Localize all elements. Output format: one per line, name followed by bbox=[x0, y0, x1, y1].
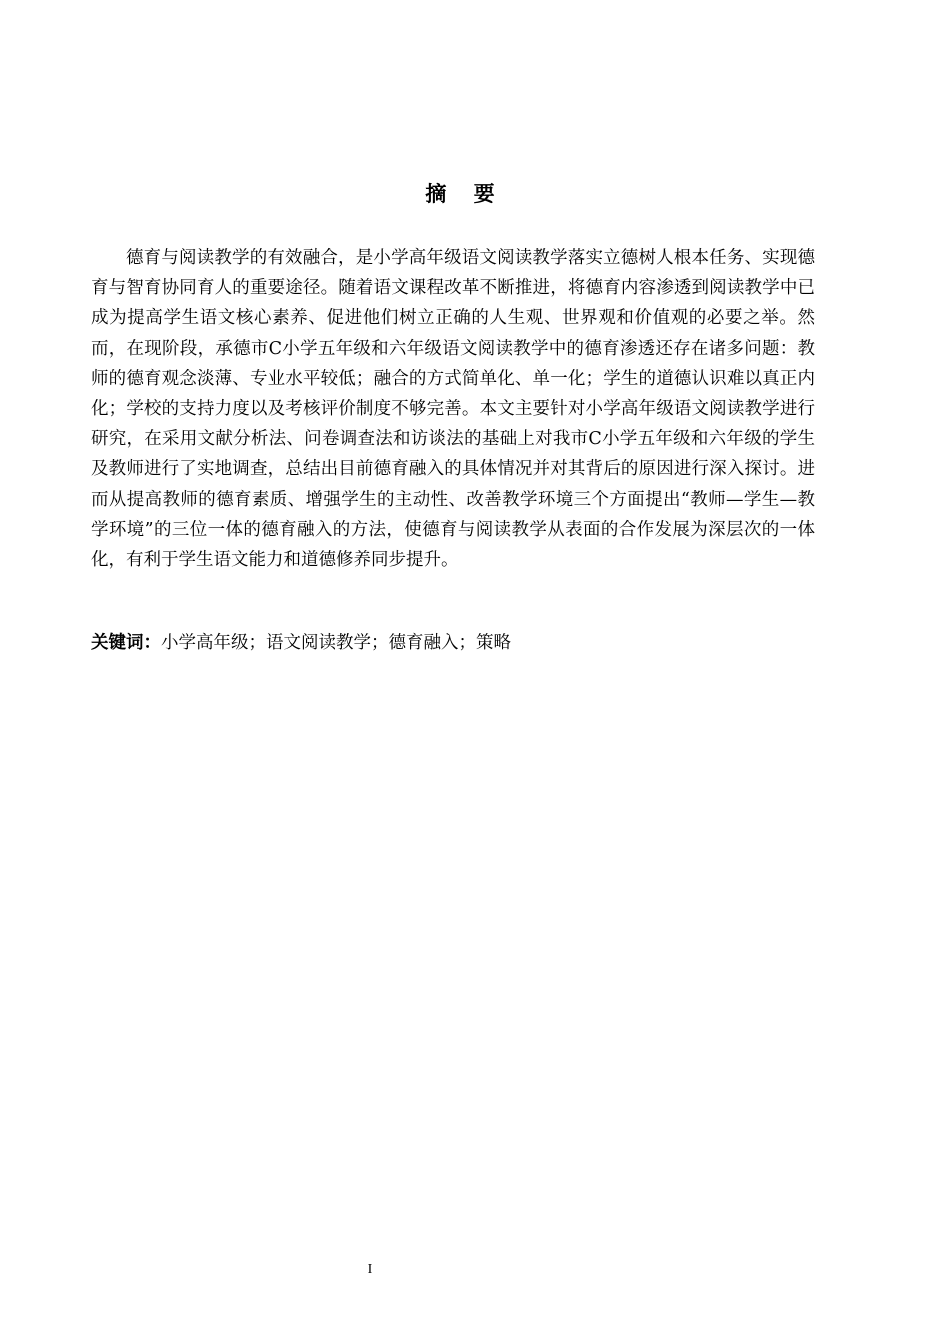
page-number: I bbox=[367, 1262, 373, 1277]
keywords-line bbox=[91, 629, 815, 657]
abstract-title: 摘 要 bbox=[425, 182, 505, 206]
keywords-text: 小学高年级；语文阅读教学；德育融入；策略 bbox=[161, 633, 511, 653]
keywords-label: 关键词： bbox=[91, 633, 161, 653]
abstract-paragraph: 德育与阅读教学的有效融合，是小学高年级语文阅读教学落实立德树人根本任务、实现德育与智育协同育人的重要途径。随着语文课程改革不断推进，将德育内容渗透到阅读教学中已成为提高学生语文核心素养、促进他们树立正确的人生观、世界观和价值观的必要之举。然而，在现阶段，承德市C小学五年级和六年级语文阅读教学中的德育渗透还存在诸多问题：教师的德育观念淡薄、专业水平较低；融合的方式简单化、单一化；学生的道德认识难以真正内化；学校的支持力度以及考核评价制度不够完善。本文主要针对小学高年级语文阅读教学进行研究，在采用文献分析法、问卷调查法和访谈法的基础上对我市C小学五年级和六年级的学生及教师进行了实地调查，总结出目前德育融入的具体情况并对其背后的原因进行深入探讨。进而从提高教师的德育素质、增强学生的主动性、改善教学环境三个方面提出“教师—学生—教学环境”的三位一体的德育融入的方法，使德育与阅读教学从表面的合作发展为深层次的一体化，有利于学生语文能力和道德修养同步提升。 bbox=[91, 248, 815, 571]
